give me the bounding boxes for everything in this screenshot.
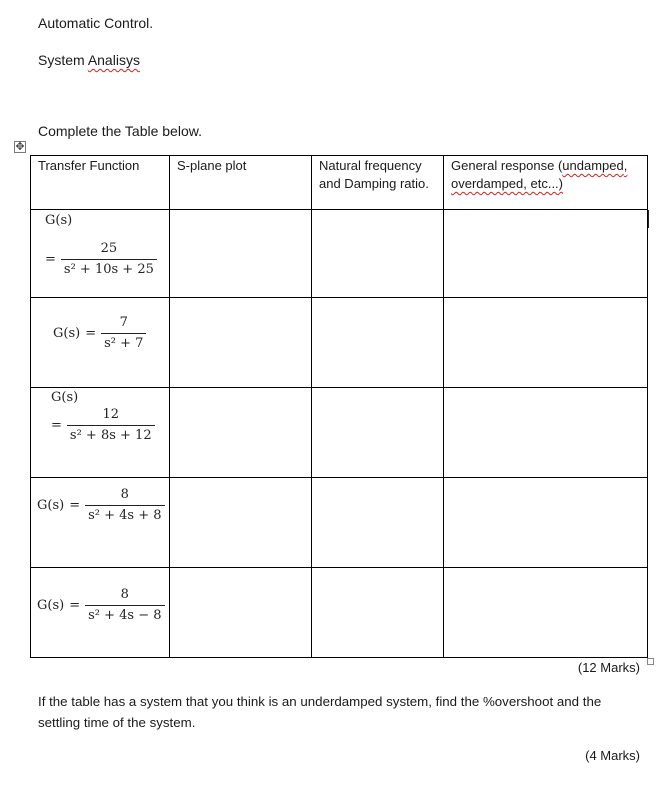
spelling-error-word[interactable]: Analisys — [87, 52, 140, 68]
table-row — [31, 388, 648, 478]
equation-lhs: G(s) — [51, 390, 79, 405]
marks-label: (4 Marks) — [585, 748, 640, 763]
marks-label: (12 Marks) — [577, 660, 640, 675]
equation-rhs — [45, 240, 157, 279]
general-response-cell[interactable] — [444, 298, 648, 388]
spelling-error-word[interactable]: undamped — [562, 158, 624, 173]
transfer-function-cell[interactable] — [31, 298, 170, 388]
header-label: Transfer Function — [38, 158, 140, 173]
denominator: s² + 7 — [101, 333, 146, 353]
denominator: s² + 8s + 12 — [67, 425, 155, 445]
numerator: 8 — [120, 487, 129, 502]
denominator: s² + 4s + 8 — [85, 505, 164, 525]
equation — [53, 314, 146, 353]
header-natural-frequency[interactable] — [312, 156, 444, 210]
table-row — [31, 210, 648, 298]
s-plane-cell[interactable] — [170, 298, 312, 388]
table-move-handle-icon[interactable]: ✥ — [15, 141, 25, 153]
equals-sign: = — [69, 597, 81, 613]
fraction — [85, 586, 164, 625]
table-row — [31, 298, 648, 388]
fraction — [85, 486, 164, 525]
natural-frequency-cell[interactable] — [312, 568, 444, 658]
equation — [37, 486, 165, 525]
s-plane-cell[interactable] — [170, 210, 312, 298]
text-cursor — [648, 210, 649, 228]
table-row — [31, 568, 648, 658]
header-label: Natural frequency and Damping ratio. — [319, 158, 429, 191]
denominator: s² + 10s + 25 — [61, 259, 157, 279]
numerator: 7 — [119, 315, 128, 330]
question-line-2: settling time of the system. — [38, 715, 196, 730]
transfer-function-cell[interactable] — [31, 478, 170, 568]
transfer-function-cell[interactable] — [31, 210, 170, 298]
natural-frequency-cell[interactable] — [312, 298, 444, 388]
doc-subtitle — [38, 51, 140, 69]
equation-lhs: G(s) — [53, 325, 81, 341]
header-label: , overdamped, etc...) — [451, 158, 628, 191]
fraction — [61, 240, 157, 279]
equation-lhs: G(s) — [37, 597, 65, 613]
header-label: S-plane plot — [177, 158, 247, 173]
header-s-plane-plot[interactable] — [170, 156, 312, 210]
equation-lhs: G(s) — [45, 213, 73, 228]
equals-sign: = — [51, 417, 62, 433]
table-resize-handle[interactable] — [647, 658, 654, 665]
natural-frequency-cell[interactable] — [312, 478, 444, 568]
fraction — [67, 406, 155, 445]
equation-lhs: G(s) — [37, 497, 65, 513]
question-line-1: If the table has a system that you think is an underdamped system, find the %overshoot and the — [38, 694, 602, 709]
header-general-response[interactable] — [444, 156, 648, 210]
transfer-function-cell[interactable] — [31, 388, 170, 478]
equation — [37, 586, 165, 625]
header-transfer-function[interactable] — [31, 156, 170, 210]
general-response-cell[interactable] — [444, 568, 648, 658]
equals-sign: = — [85, 325, 97, 341]
numerator: 8 — [120, 587, 129, 602]
general-response-cell[interactable] — [444, 210, 648, 298]
equals-sign: = — [69, 497, 81, 513]
transfer-function-cell[interactable] — [31, 568, 170, 658]
natural-frequency-cell[interactable] — [312, 210, 444, 298]
general-response-cell[interactable] — [444, 478, 648, 568]
header-label: General response ( — [451, 158, 563, 173]
natural-frequency-cell[interactable] — [312, 388, 444, 478]
subtitle-word: System — [38, 52, 85, 68]
instruction-text: Complete the Table below. — [38, 123, 202, 139]
table-header-row — [31, 156, 648, 210]
denominator: s² + 4s − 8 — [85, 605, 164, 625]
doc-title: Automatic Control. — [38, 15, 154, 31]
table-row — [31, 478, 648, 568]
s-plane-cell[interactable] — [170, 388, 312, 478]
numerator: 12 — [102, 407, 120, 422]
s-plane-cell[interactable] — [170, 568, 312, 658]
general-response-cell[interactable] — [444, 388, 648, 478]
response-table — [30, 155, 648, 658]
equals-sign: = — [45, 251, 56, 267]
numerator: 25 — [100, 241, 118, 256]
s-plane-cell[interactable] — [170, 478, 312, 568]
fraction — [101, 314, 146, 353]
equation-rhs — [51, 406, 155, 445]
